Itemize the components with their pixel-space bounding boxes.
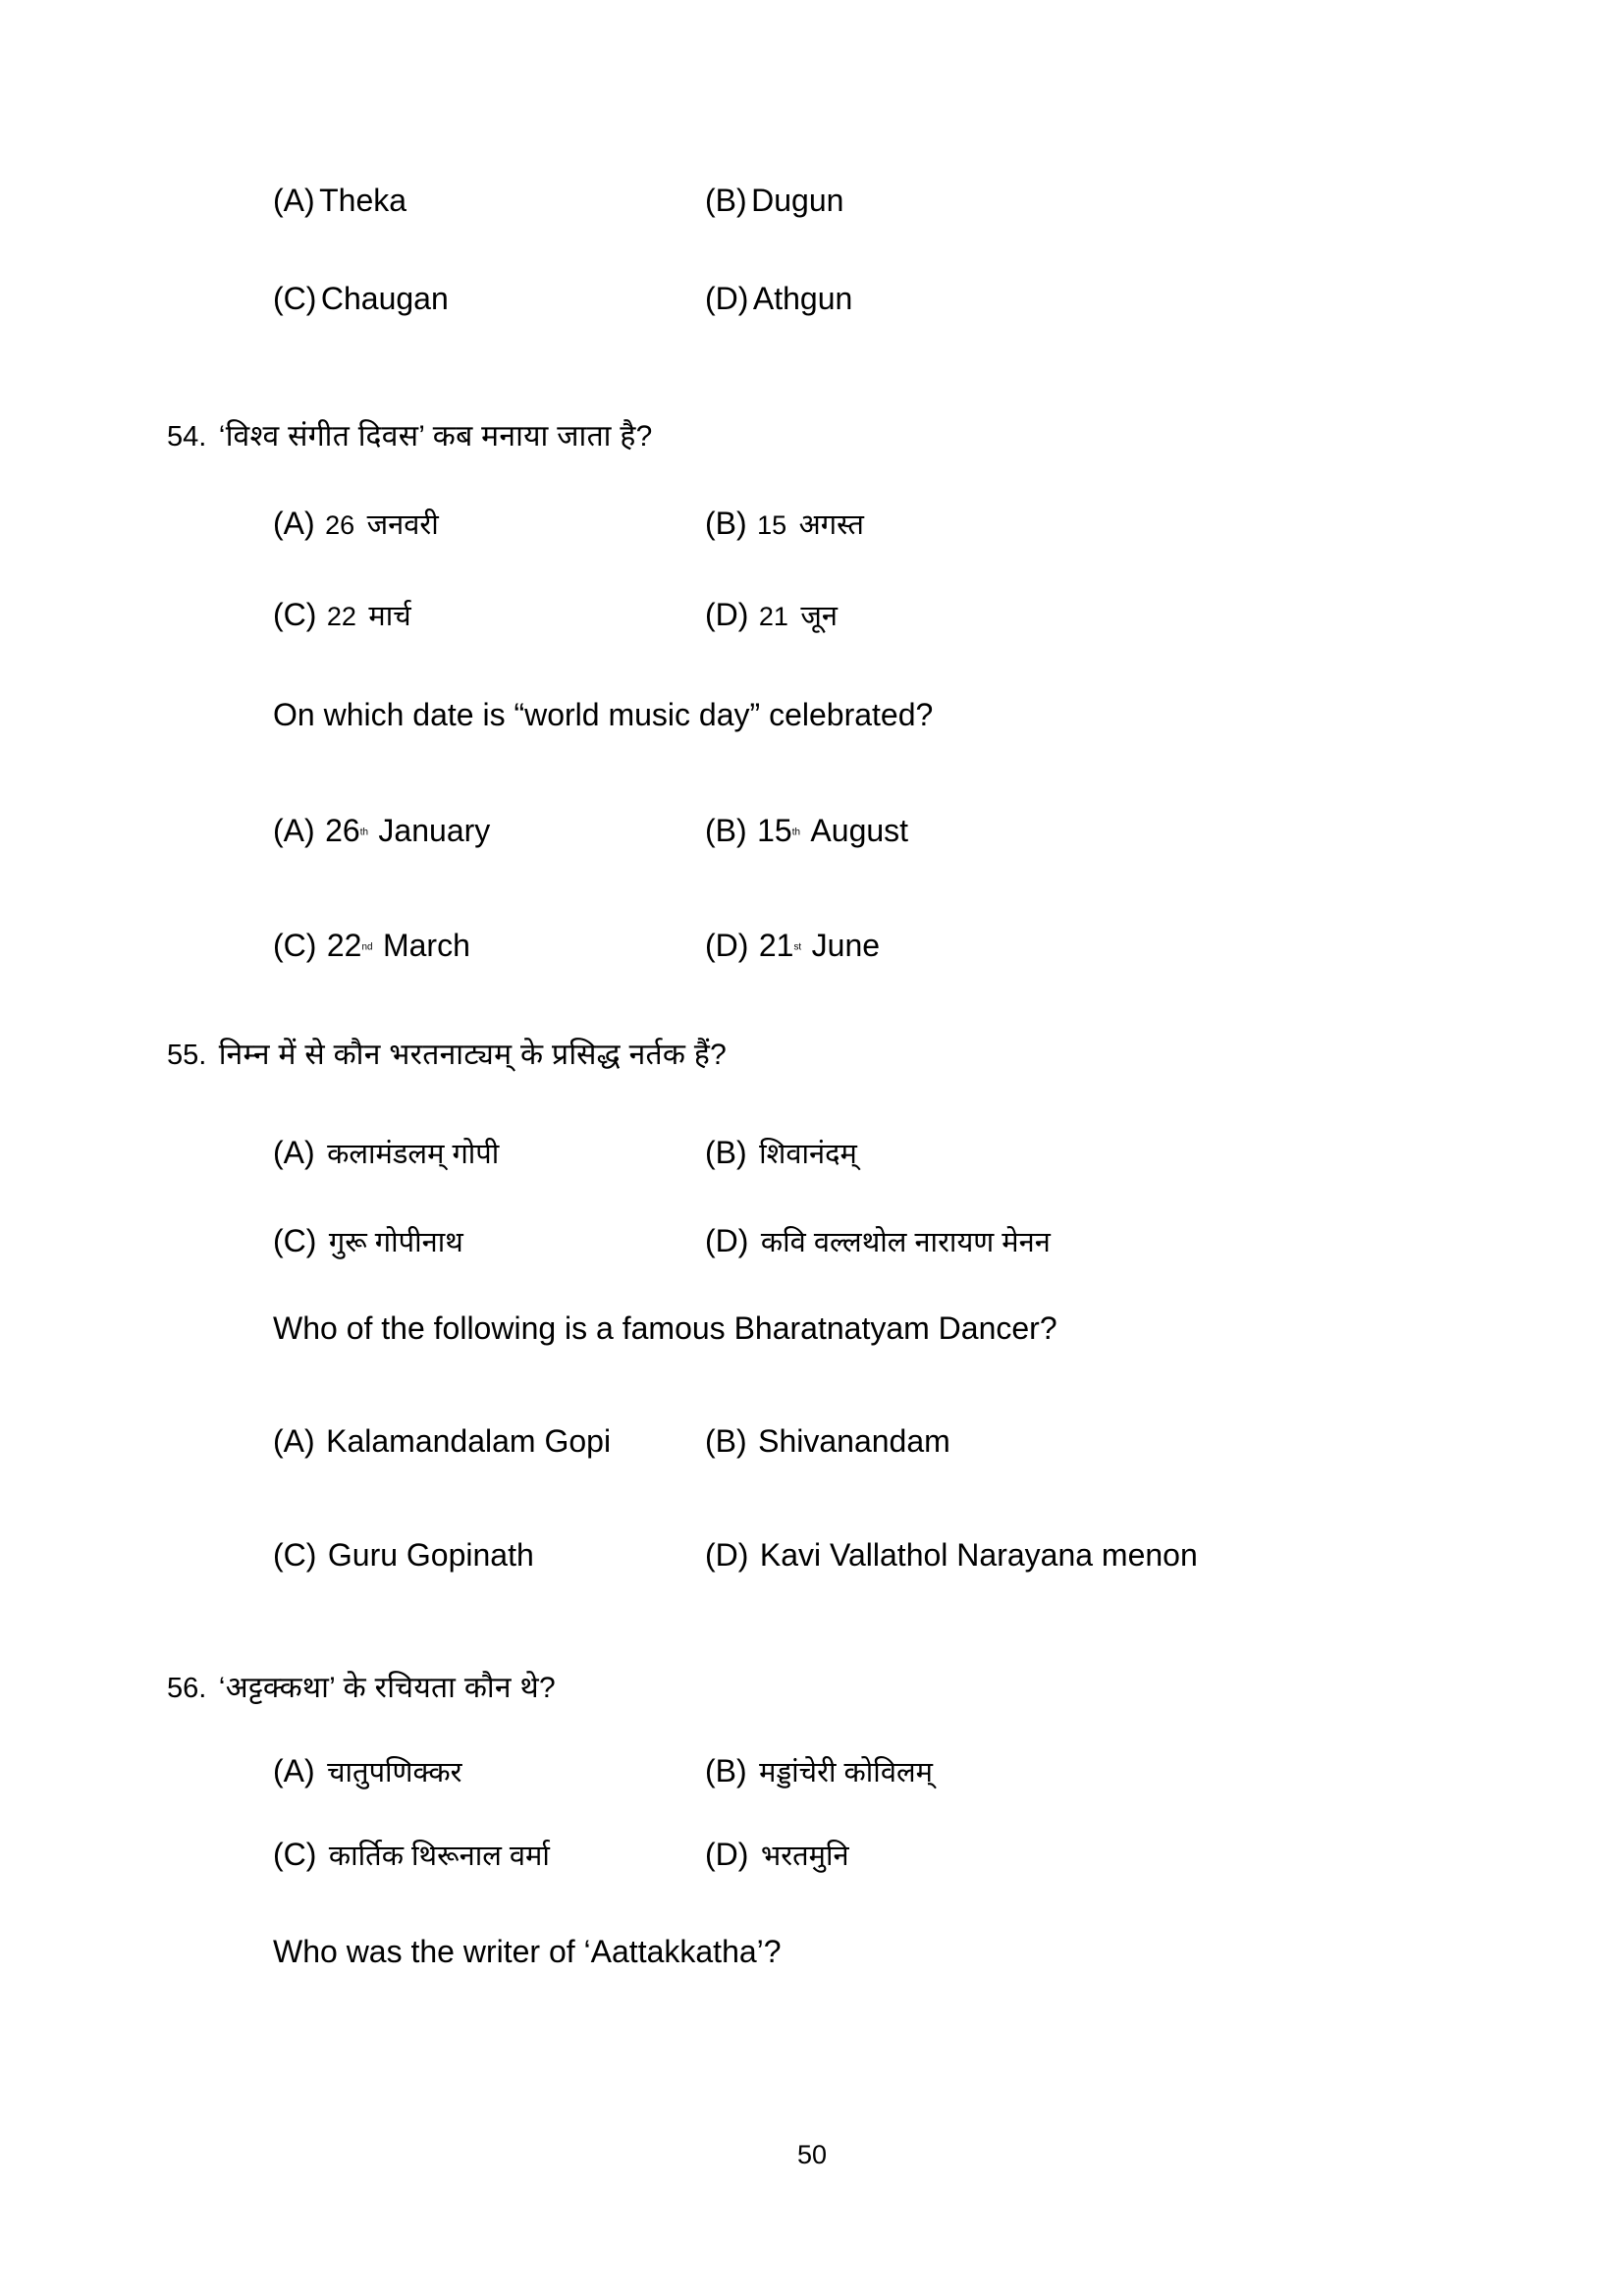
option-row-q53-a xyxy=(273,183,406,219)
option-label: (C) xyxy=(273,1837,317,1872)
option-ordinal-suffix: th xyxy=(359,827,368,838)
question-text-hindi: ‘अट्टक्कथा’ के रचियता कौन थे? xyxy=(218,1672,556,1704)
option-row-q55-en-d xyxy=(705,1537,1198,1574)
question-54-stem-hindi xyxy=(167,414,653,454)
option-label: (C) xyxy=(273,1223,317,1258)
option-text: गुरू गोपीनाथ xyxy=(328,1227,463,1258)
option-text: January xyxy=(378,813,491,848)
option-row-q55-hi-b xyxy=(705,1134,857,1172)
option-text: कवि वल्लथोल नारायण मेनन xyxy=(760,1227,1051,1258)
option-row-q55-hi-a xyxy=(273,1134,499,1172)
page-number: 50 xyxy=(796,2140,828,2169)
option-text: March xyxy=(382,928,470,963)
option-ordinal-suffix: nd xyxy=(361,941,373,953)
option-label: (D) xyxy=(705,1223,749,1258)
option-row-q53-d xyxy=(705,281,852,317)
question-56-stem-english: Who was the writer of ‘Aattakkatha’? xyxy=(273,1934,782,1969)
option-label: (A) xyxy=(273,1423,315,1459)
option-label: (A) xyxy=(273,813,315,848)
option-row-q55-hi-c xyxy=(273,1222,463,1260)
option-label: (C) xyxy=(273,928,317,963)
option-text: भरतमुनि xyxy=(760,1841,849,1872)
option-text: June xyxy=(811,928,881,963)
option-text: मड्डांचेरी कोविलम् xyxy=(759,1757,933,1789)
option-label: (A) xyxy=(273,1753,315,1789)
option-row-q55-en-b xyxy=(705,1423,950,1460)
option-row-q54-en-b xyxy=(705,813,908,849)
option-number: 15 xyxy=(757,510,787,540)
option-label: (C) xyxy=(273,1537,317,1573)
question-text-hindi: निम्न में से कौन भरतनाट्यम् के प्रसिद्ध नर्तक हैं? xyxy=(218,1039,728,1071)
option-number: 22 xyxy=(326,928,362,963)
option-row-q56-hi-b xyxy=(705,1752,933,1790)
question-55-stem-english: Who of the following is a famous Bharatnatyam Dancer? xyxy=(273,1310,1057,1346)
option-number: 21 xyxy=(758,928,794,963)
option-number: 21 xyxy=(758,602,788,631)
option-label: (D) xyxy=(705,1837,749,1872)
question-number: 56. xyxy=(167,1673,207,1704)
option-row-q55-hi-d xyxy=(705,1222,1051,1260)
option-text: कलामंडलम् गोपी xyxy=(327,1139,500,1170)
option-number: 15 xyxy=(757,813,792,848)
option-row-q56-hi-a xyxy=(273,1752,461,1790)
option-text: Guru Gopinath xyxy=(327,1537,534,1573)
option-label: (A) xyxy=(273,506,315,541)
question-55-stem-hindi xyxy=(167,1033,727,1073)
option-label: (B) xyxy=(705,183,747,218)
question-56-stem-hindi xyxy=(167,1666,556,1706)
option-label: (C) xyxy=(273,281,317,316)
option-text: Kalamandalam Gopi xyxy=(326,1423,612,1459)
option-label: (B) xyxy=(705,813,747,848)
option-row-q54-hi-d xyxy=(705,596,838,634)
option-row-q54-hi-b xyxy=(705,505,864,543)
option-label: (A) xyxy=(273,1135,315,1170)
option-label: (B) xyxy=(705,1753,747,1789)
option-text: कार्तिक थिरूनाल वर्मा xyxy=(328,1841,550,1872)
option-row-q54-en-d xyxy=(705,928,880,964)
option-row-q53-c xyxy=(273,281,449,317)
option-ordinal-suffix: th xyxy=(791,827,800,838)
option-text: Kavi Vallathol Narayana menon xyxy=(759,1537,1198,1573)
option-label: (C) xyxy=(273,597,317,632)
option-row-q54-en-a xyxy=(273,813,490,849)
option-row-q56-hi-c xyxy=(273,1836,550,1874)
option-text: अगस्त xyxy=(798,509,864,541)
option-text: August xyxy=(810,813,909,848)
option-row-q54-hi-c xyxy=(273,596,411,634)
option-label: (D) xyxy=(705,597,749,632)
question-number: 54. xyxy=(167,421,207,453)
option-label: (D) xyxy=(705,928,749,963)
option-label: (B) xyxy=(705,506,747,541)
question-number: 55. xyxy=(167,1040,207,1071)
option-label: (A) xyxy=(273,183,315,218)
option-text: Athgun xyxy=(752,281,853,316)
option-number: 26 xyxy=(325,813,360,848)
option-row-q56-hi-d xyxy=(705,1836,849,1874)
option-row-q55-en-a xyxy=(273,1423,611,1460)
option-row-q53-b xyxy=(705,183,843,219)
option-text: शिवानंदम् xyxy=(759,1139,857,1170)
option-number: 22 xyxy=(326,602,356,631)
option-text: Theka xyxy=(319,183,407,218)
question-54-stem-english: On which date is “world music day” celebrated? xyxy=(273,697,934,732)
option-text: जून xyxy=(800,601,838,632)
option-row-q55-en-c xyxy=(273,1537,534,1574)
option-row-q54-hi-a xyxy=(273,505,439,543)
question-text-hindi: ‘विश्व संगीत दिवस’ कब मनाया जाता है? xyxy=(218,420,653,453)
option-text: मार्च xyxy=(368,601,411,632)
option-label: (D) xyxy=(705,281,749,316)
option-text: Shivanandam xyxy=(758,1423,950,1459)
option-number: 26 xyxy=(325,510,355,540)
option-label: (B) xyxy=(705,1423,747,1459)
option-text: Dugun xyxy=(751,183,844,218)
option-ordinal-suffix: st xyxy=(793,941,802,953)
option-label: (B) xyxy=(705,1135,747,1170)
option-text: चातुपणिक्कर xyxy=(327,1757,462,1789)
option-text: Chaugan xyxy=(320,281,449,316)
option-text: जनवरी xyxy=(366,509,439,541)
option-label: (D) xyxy=(705,1537,749,1573)
option-row-q54-en-c xyxy=(273,928,470,964)
